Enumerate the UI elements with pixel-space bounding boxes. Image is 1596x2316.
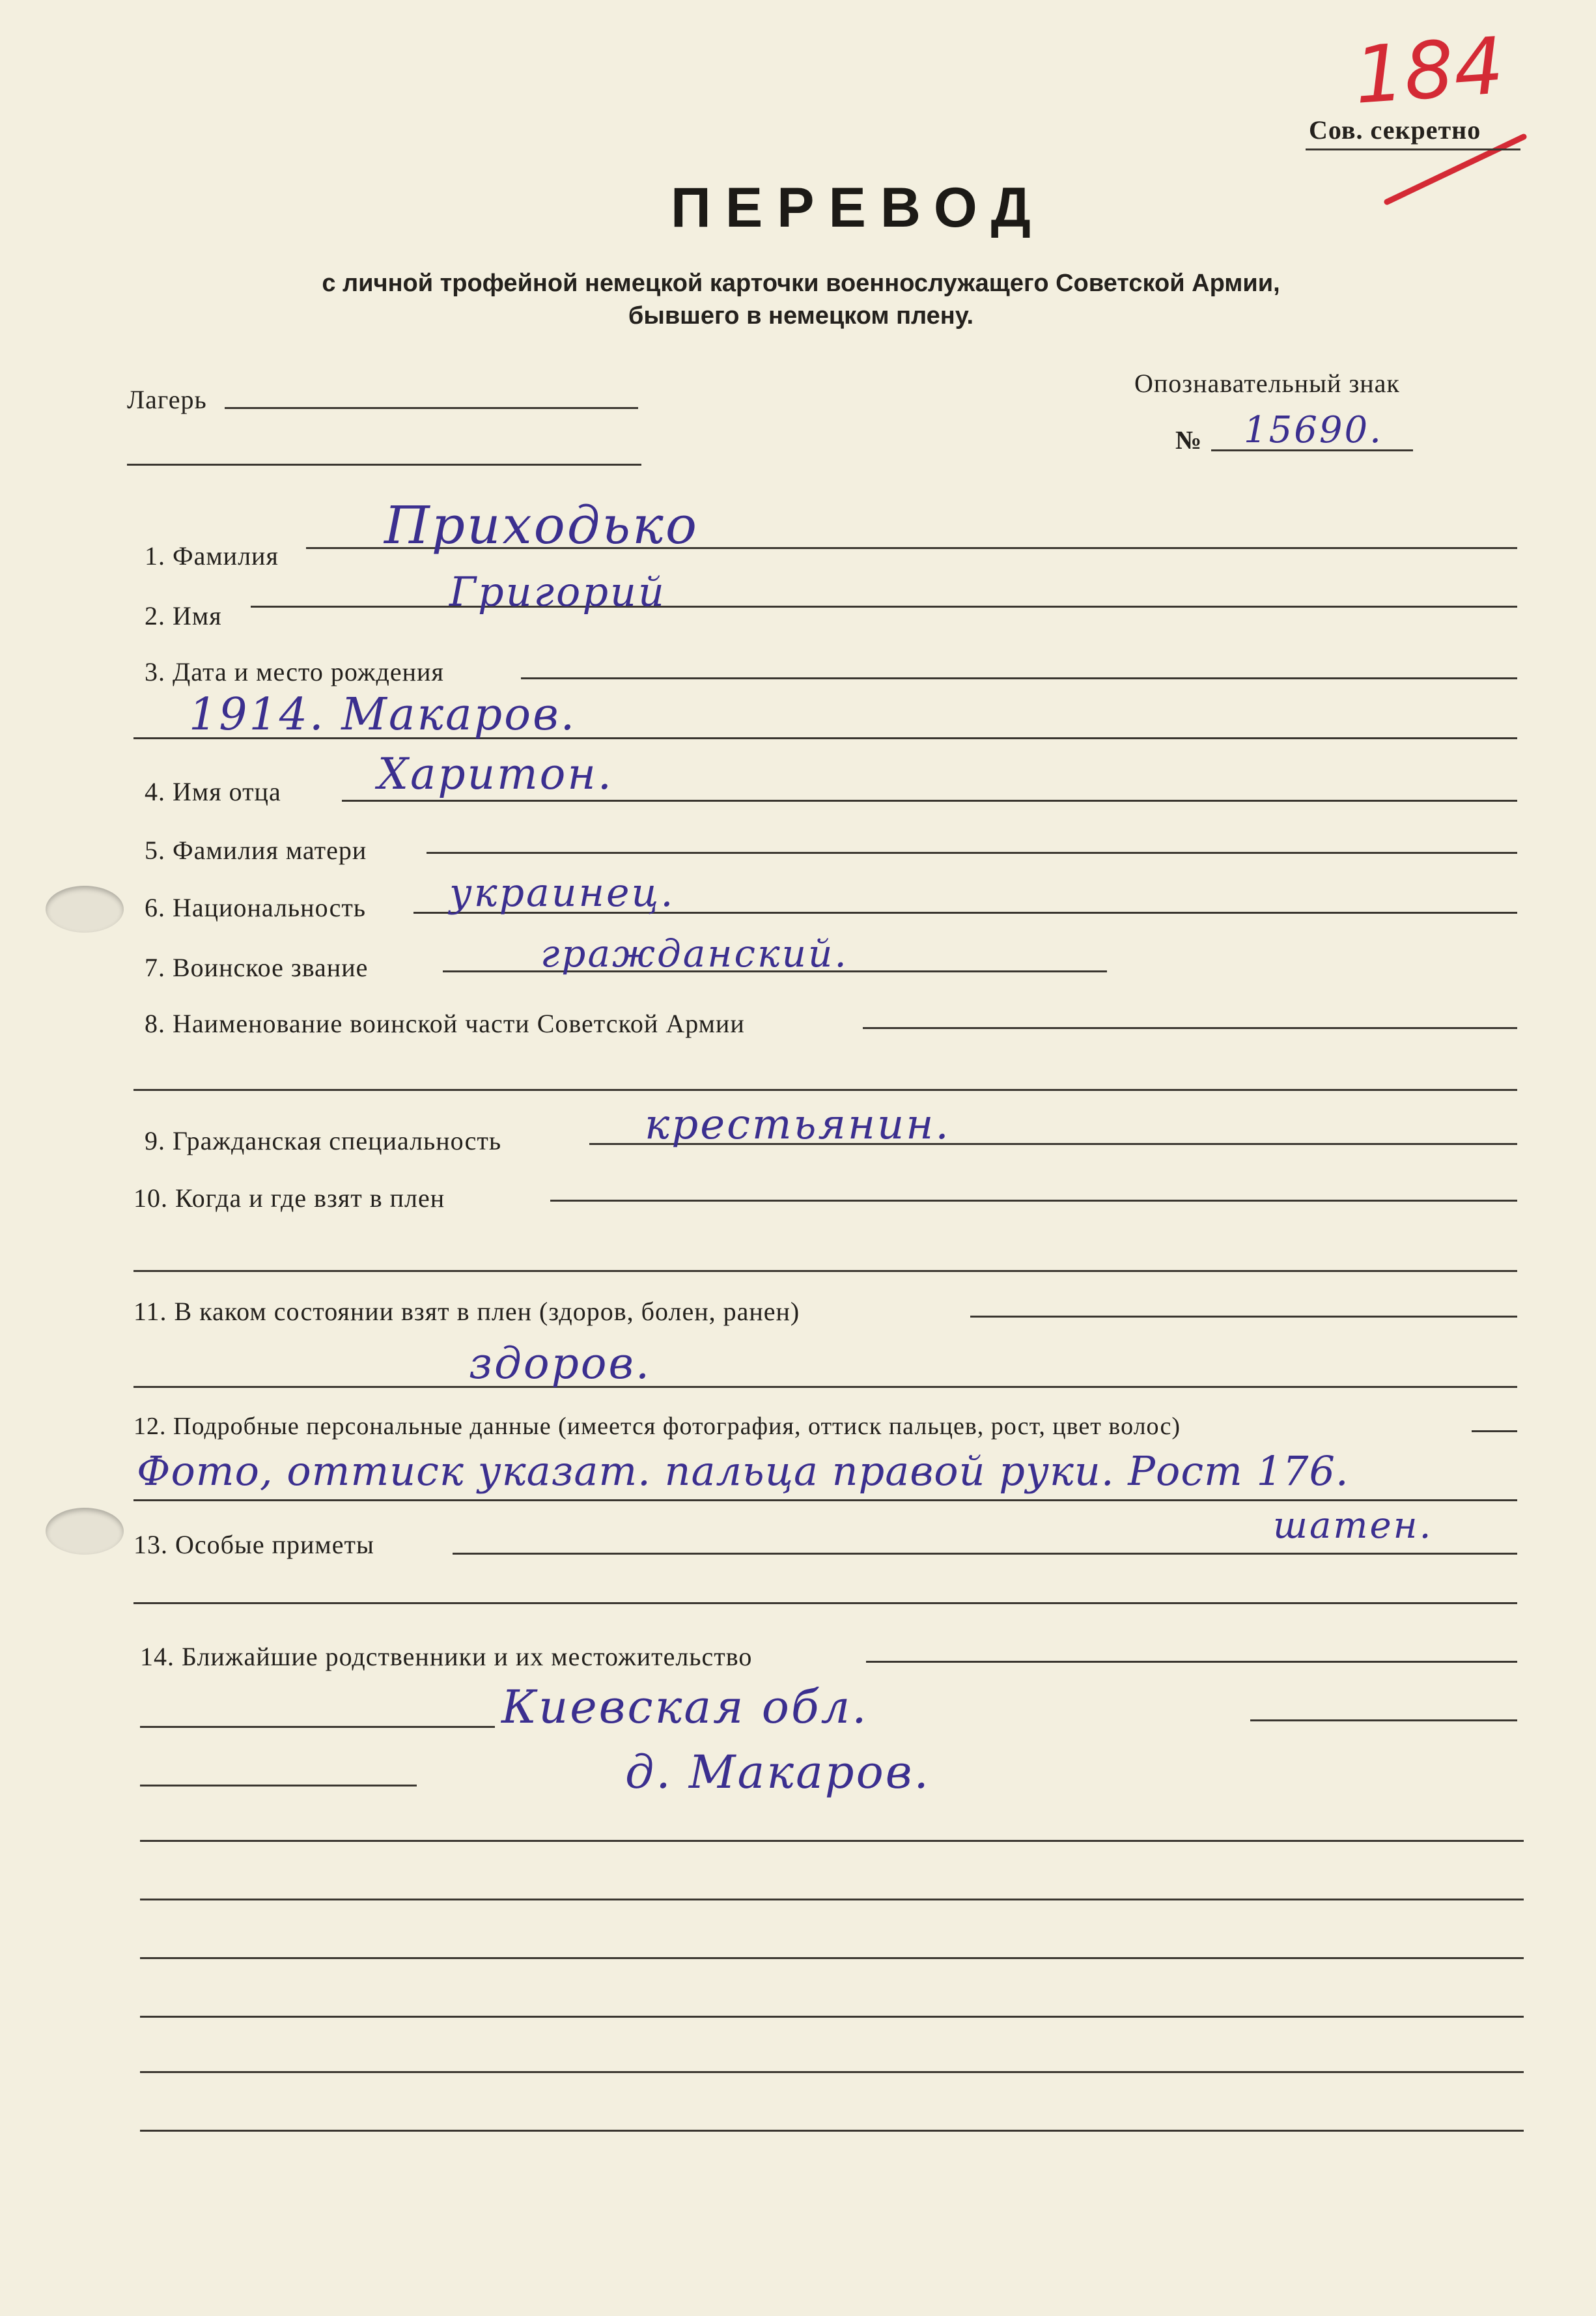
field-8-label: 8. Наименование воинской части Советской Армии	[145, 1009, 745, 1038]
field-14-value-line-1: Киевская обл.	[501, 1680, 869, 1734]
field-14-value-line-2: д. Макаров.	[625, 1745, 931, 1799]
field-10-line-2	[133, 1270, 1517, 1272]
field-12-line-1	[1472, 1430, 1517, 1432]
blank-line-4	[140, 2016, 1524, 2018]
field-9-label: 9. Гражданская специальность	[145, 1126, 502, 1155]
field-14-line-2b	[1250, 1719, 1517, 1721]
field-1-value: Приходько	[384, 495, 699, 556]
field-3-line-1	[521, 677, 1517, 679]
field-12-line-2	[133, 1499, 1517, 1501]
stamp-number: 184	[1351, 21, 1507, 122]
field-11-line-2	[133, 1386, 1517, 1388]
camp-label: Лагерь	[127, 385, 207, 414]
field-4-line	[342, 800, 1517, 802]
subtitle-line-2: бывшего в немецком плену.	[628, 302, 974, 330]
field-2-line	[251, 606, 1517, 608]
field-14-line-1	[866, 1661, 1517, 1663]
blank-line-3	[140, 1957, 1524, 1959]
field-7-label: 7. Воинское звание	[145, 953, 369, 982]
field-9-value: крестьянин.	[645, 1101, 951, 1149]
field-4-label: 4. Имя отца	[145, 777, 281, 806]
blank-line-2	[140, 1899, 1524, 1900]
field-8-line-2	[133, 1089, 1517, 1091]
field-6-value: украинец.	[449, 870, 675, 916]
field-2-value: Григорий	[449, 568, 666, 615]
subtitle-line-1: с личной трофейной немецкой карточки военнослужащего Советской Армии,	[322, 270, 1280, 297]
field-10-line-1	[550, 1200, 1517, 1202]
punch-hole-top	[46, 886, 124, 933]
blank-line-1	[140, 1840, 1524, 1842]
field-5-line	[427, 852, 1517, 854]
field-11-label: 11. В каком состоянии взят в плен (здоров, болен, ранен)	[133, 1297, 800, 1326]
field-5-label: 5. Фамилия матери	[145, 836, 367, 865]
id-tag-label: Опознавательный знак	[1134, 369, 1400, 398]
field-13-line-1	[453, 1553, 1517, 1555]
field-11-line-1	[970, 1316, 1517, 1318]
classification-underline	[1306, 148, 1520, 150]
id-tag-value: 15690.	[1244, 409, 1383, 451]
field-11-value: здоров.	[469, 1338, 651, 1389]
field-14-line-2a	[140, 1726, 495, 1728]
punch-hole-bottom	[46, 1508, 124, 1555]
field-10-label: 10. Когда и где взят в плен	[133, 1183, 445, 1213]
field-12-value: Фото, оттиск указат. пальца правой руки. Рост 176.	[137, 1447, 1349, 1495]
classification-label: Сов. секретно	[1309, 115, 1481, 145]
field-12-label: 12. Подробные персональные данные (имеется фотография, оттиск пальцев, рост, цвет волос)	[133, 1413, 1181, 1440]
field-7-value: гражданский.	[540, 931, 848, 976]
id-tag-number-prefix: №	[1175, 425, 1203, 455]
field-3-label: 3. Дата и место рождения	[145, 657, 444, 686]
field-4-value: Харитон.	[378, 749, 613, 799]
blank-line-6	[140, 2130, 1524, 2132]
blank-line-5	[140, 2071, 1524, 2073]
page-title: ПЕРЕВОД	[671, 177, 1045, 239]
camp-line-2	[127, 464, 641, 466]
field-1-label: 1. Фамилия	[145, 541, 279, 571]
field-3-value: 1914. Макаров.	[189, 689, 577, 741]
field-13-value: шатен.	[1273, 1504, 1433, 1547]
field-2-label: 2. Имя	[145, 601, 222, 630]
subtitle	[215, 267, 1387, 332]
field-14-label: 14. Ближайшие родственники и их местожительство	[140, 1642, 753, 1671]
camp-line-1	[225, 407, 638, 409]
field-13-label: 13. Особые приметы	[133, 1530, 374, 1559]
field-8-line-1	[863, 1027, 1517, 1029]
field-6-label: 6. Национальность	[145, 893, 367, 922]
field-14-line-3	[140, 1785, 417, 1786]
field-13-line-2	[133, 1602, 1517, 1604]
